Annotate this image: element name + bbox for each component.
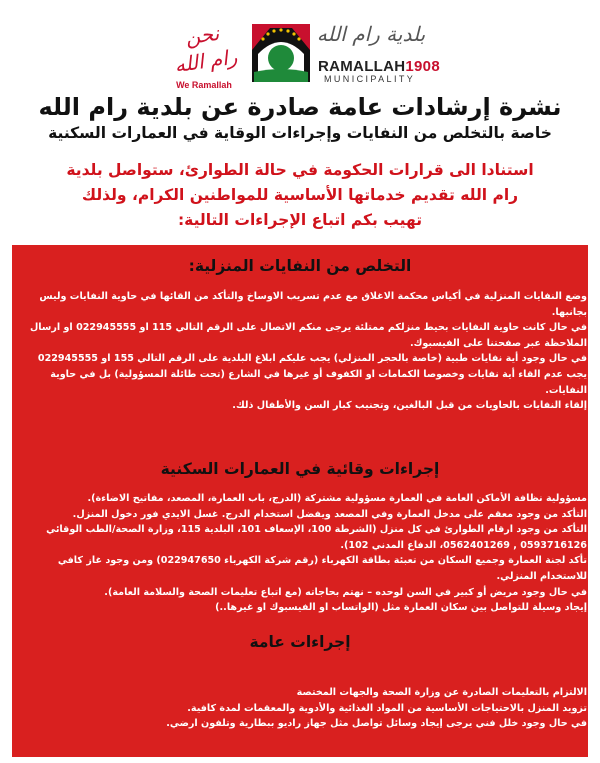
municipality-emblem-icon: [250, 20, 312, 84]
list-item: في حال وجود مريض أو كبير في السن لوحده – نهتم بحاجاته (مع اتباع تعليمات الصحة والسلامة العامة).: [22, 585, 598, 601]
waste-list: [12, 289, 600, 414]
list-item: يجب عدم القاء أية نفايات وخصوصا الكمامات او الكفوف أو غيرها في الشارع (تحت طائلة المسؤولية) بل في حاوية النفايات.: [22, 367, 598, 398]
list-item: التأكد من وجود ارقام الطوارئ في كل منزل (الشرطة 100، الإسعاف 101، البلدية 115، وزارة الصحة/الطب الوقائي 0593716126 , 0562401269، الدفاع المدني 102).: [22, 522, 598, 553]
list-item: في حال وجود أية نفايات طبية (خاصة بالحجر المنزلي) يجب عليكم ابلاغ البلدية على الرقم التالي 155 او 022945555: [22, 351, 598, 367]
section-title: التخلص من النفايات المنزلية:: [188, 257, 412, 275]
list-item: تزويد المنزل بالاحتياجات الأساسية من المواد الغذائية والأدوية والمعقمات لمدة كافية.: [22, 701, 598, 717]
guidelines-panel: [12, 245, 588, 757]
municipality-subtitle: MUNICIPALITY: [324, 74, 416, 84]
municipality-logo: [250, 20, 440, 86]
municipality-year: 1908: [405, 58, 440, 75]
list-item: الالتزام بالتعليمات الصادرة عن وزارة الصحة والجهات المختصة: [22, 685, 598, 701]
list-item: إيجاد وسيلة للتواصل بين سكان العمارة مثل (الواتساب او الفيسبوك او غيرها..): [22, 600, 598, 616]
general-list: [12, 685, 600, 732]
intro-statement: [0, 158, 600, 233]
section-general: [12, 633, 588, 651]
municipality-name-english: [318, 58, 440, 75]
section-title: إجراءات عامة: [249, 633, 351, 651]
buildings-list: [12, 491, 600, 616]
municipality-name-arabic: بلدية رام الله: [316, 22, 426, 46]
list-item: التأكد من وجود معقم على مدخل العمارة وفي المصعد ويفضل استخدام الدرج. غسل الايدي فور دخول المنزل.: [22, 507, 598, 523]
list-item: في حال وجود خلل فني يرجى إيجاد وسائل تواصل مثل جهاز راديو ببطارية وتلفون ارضي.: [22, 716, 598, 732]
section-waste: [12, 257, 588, 275]
page-title: نشرة إرشادات عامة صادرة عن بلدية رام الله: [38, 93, 562, 121]
we-ramallah-logo: [172, 20, 239, 90]
we-ramallah-tag: We Ramallah: [176, 80, 232, 90]
page-subtitle: خاصة بالتخلص من النفايات وإجراءات الوقاية في العمارات السكنية: [48, 124, 552, 142]
municipality-name-text: RAMALLAH: [318, 58, 406, 75]
list-item: وضع النفايات المنزلية في أكياس محكمة الاغلاق مع عدم تسريب الاوساخ والتأكد من القائها في حاوية النفايات وليس بجانبها.: [22, 289, 598, 320]
intro-line: استنادا الى قرارات الحكومة في حالة الطوارئ، ستواصل بلدية: [66, 161, 534, 179]
we-ramallah-calligraphy: نحن رام الله: [172, 20, 239, 78]
header: [0, 0, 600, 92]
list-item: تأكد لجنة العمارة وجميع السكان من تعبئة بطاقة الكهرباء (رقم شركة الكهرباء 022947650) ومن وجود غاز كافي للاستخدام المنزلي.: [22, 553, 598, 584]
title-block: [0, 92, 600, 144]
intro-line: تهيب بكم اتباع الإجراءات التالية:: [177, 211, 423, 229]
section-buildings: [12, 460, 588, 478]
list-item: مسؤولية نظافة الأماكن العامة في العمارة مسؤولية مشتركة (الدرج، باب العمارة، المصعد، مفاتيح الاضاءة).: [22, 491, 598, 507]
intro-line: رام الله تقديم خدماتها الأساسية للمواطنين الكرام، ولذلك: [81, 186, 519, 204]
list-item: إلقاء النفايات بالحاويات من قبل البالغين، وتجنيب كبار السن والأطفال ذلك.: [22, 398, 598, 414]
list-item: في حال كانت حاوية النفايات بحيط منزلكم ممتلئة يرجى منكم الاتصال على الرقم التالي 115 او 022945555 او ارسال الملاحظة عبر صفحتنا على الفيسبوك.: [22, 320, 598, 351]
section-title: إجراءات وقائية في العمارات السكنية: [160, 460, 440, 478]
